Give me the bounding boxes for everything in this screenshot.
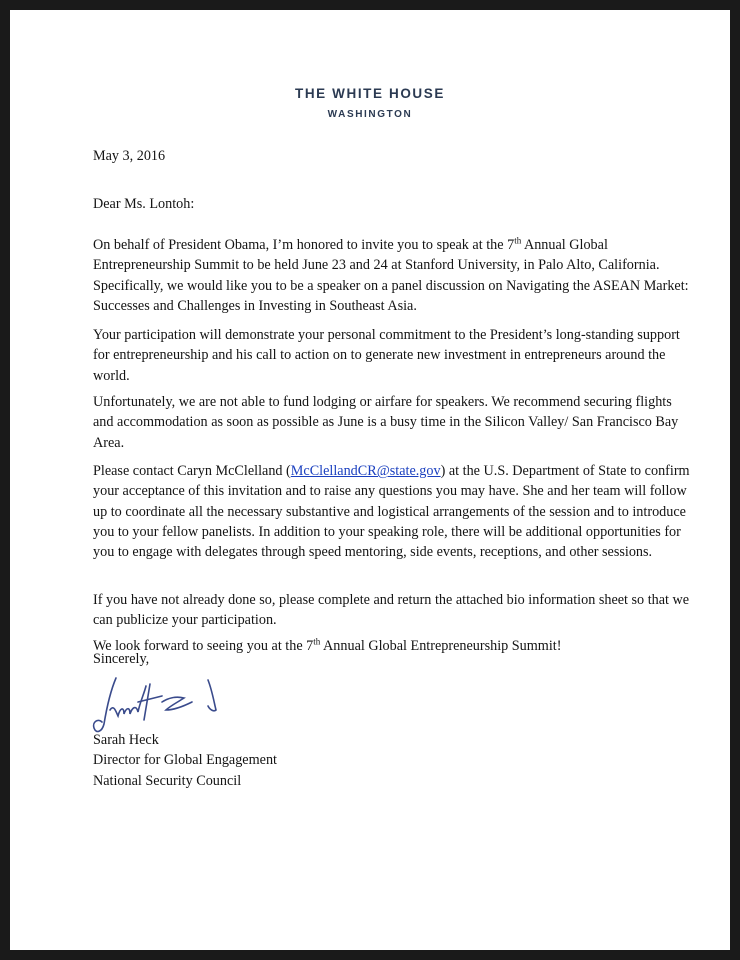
signatory-name: Sarah Heck [93, 732, 159, 748]
letterhead-title: THE WHITE HOUSE [294, 86, 445, 101]
email-link[interactable]: McClellandCR@state.gov [290, 463, 441, 480]
letter-page [10, 10, 730, 950]
superscript: th [313, 636, 321, 647]
salutation: Dear Ms. Lontoh: [93, 196, 195, 212]
letter-date: May 3, 2016 [93, 148, 166, 164]
paragraph-text: Annual Global Entrepreneurship Summit! [320, 638, 562, 655]
signature-block [93, 730, 693, 791]
paragraph-text: Annual Global Entrepreneurship Summit to be held June 23 and 24 at Stanford University, in Palo Alto, California. Specifically, we would like you to be a speaker on a panel discussion on Navigating the ASEAN Market: Successes and Challenges in Investing in Southeast Asia. [93, 237, 689, 315]
closing: Sincerely, [93, 651, 150, 667]
paragraph-text: We look forward to seeing you at the 7 [93, 638, 314, 655]
paragraph-text: ) at the U.S. Department of State to confirm your acceptance of this invitation and to raise any questions you may have. She and her team will follow up to coordinate all the necessary substantive and logistical arrangements of the session and to introduce you to your fellow panelists. In addition to your speaking role, there will be additional opportunities for you to engage with delegates through speed mentoring, side events, receptions, and other sessions. [93, 463, 690, 561]
letterhead [10, 86, 730, 120]
letterhead-subtitle: WASHINGTON [327, 109, 413, 120]
paragraph-contact [93, 461, 693, 562]
paragraph-text: On behalf of President Obama, I’m honored to invite you to speak at the 7 [93, 237, 515, 254]
paragraph-participation: Your participation will demonstrate your personal commitment to the President’s long-standing support for entrepreneurship and his call to action on to generate new investment in entrepreneurs around the world. [93, 327, 680, 384]
paragraph-text: Please contact Caryn McClelland ( [93, 463, 291, 480]
signatory-organization: National Security Council [93, 772, 242, 789]
paragraph-funding: Unfortunately, we are not able to fund lodging or airfare for speakers. We recommend securing flights and accommodation as soon as possible as June is a busy time in the Silicon Valley/ San Francisco Bay Area. [93, 394, 679, 451]
superscript: th [514, 235, 522, 246]
signatory-title: Director for Global Engagement [93, 752, 277, 769]
paragraph-invitation [93, 235, 693, 316]
paragraph-bio-sheet: If you have not already done so, please complete and return the attached bio information sheet so that we can publicize your participation. [93, 592, 690, 629]
